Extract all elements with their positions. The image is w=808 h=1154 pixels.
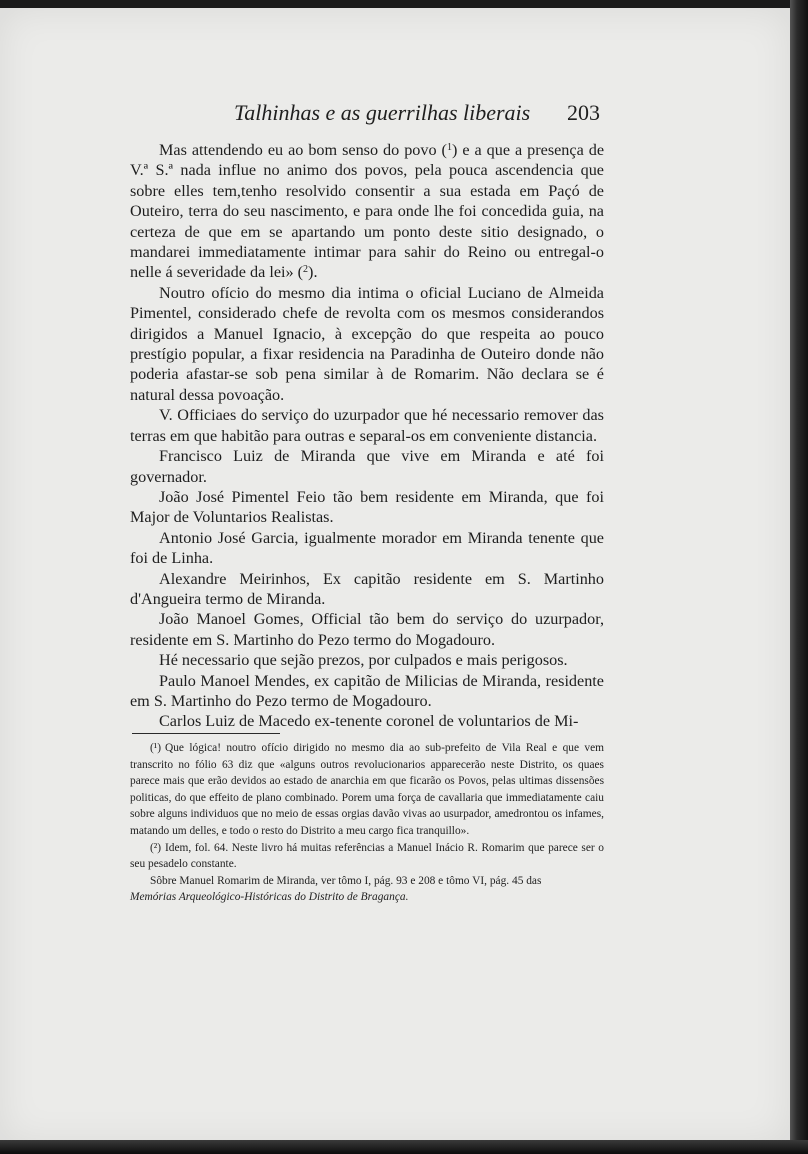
body-text [130, 140, 604, 732]
footnote-1: (¹) Que lógica! noutro ofício dirigido no mesmo dia ao sub-prefeito de Vila Real e que vem transcrito no fólio 63 diz que «alguns outros revolucionarios apparecerão neste Distrito, os quaes parece mais que erão devidos ao estado de anarchia em que ficarão os Povos, pelas ultimas dissensões politicas, do que effeito de plano combinado. Porem uma força de cavallaria que immediatamente caiu sobre alguns individuos que no meio de essas orgias davão vivas ao usurpador, amedrontou os infames, matando um delles, e todo o resto do Distrito a meu cargo fica tranquillo». [130, 742, 604, 837]
page-bottom-shadow [0, 1140, 808, 1154]
footnote-3: Sôbre Manuel Romarim de Miranda, ver tômo I, pág. 93 e 208 e tômo VI, pág. 45 das Memórias Arqueológico-Históricas do Distrito de Bragança. [130, 874, 542, 904]
paragraph: Alexandre Meirinhos, Ex capitão residente em S. Martinho d'Angueira termo de Miranda. [130, 569, 604, 608]
page-edge-shadow [790, 0, 808, 1154]
footnote-divider [132, 733, 280, 734]
paragraph: V. Officiaes do serviço do uzurpador que hé necessario remover das terras em que habitão para outras e separal-os em conveniente distancia. [130, 406, 604, 445]
paragraph: João José Pimentel Feio tão bem residente em Miranda, que foi Major de Voluntarios Realistas. [130, 487, 604, 527]
paragraph: Hé necessario que sejão prezos, por culpados e mais perigosos. [159, 651, 568, 670]
paragraph: Paulo Manoel Mendes, ex capitão de Milicias de Miranda, residente em S. Martinho do Pezo termo de Mogadouro. [130, 671, 604, 710]
paragraph: Carlos Luiz de Macedo ex-tenente coronel de voluntarios de Mi- [159, 712, 579, 731]
paragraph: João Manoel Gomes, Official tão bem do serviço do uzurpador, residente em S. Martinho do Pezo termo do Mogadouro. [130, 610, 604, 649]
footnote-2: (²) Idem, fol. 64. Neste livro há muitas referências a Manuel Inácio R. Romarim que parece ser o seu pesadelo constante. [130, 841, 604, 871]
paragraph: Mas attendendo eu ao bom senso do povo ($^1$) e a que a presença de V.ª S.ª nada influe no animo dos povos, pela pouca ascendencia que sobre elles tem,tenho resolvido consentir a sua estada em Paçó de Outeiro, terra do seu nascimento, e para onde lhe foi concedida guia, na certeza de que em se apartando um ponto deste sitio designado, o mandarei immediatamente intimar para sahir do Reino ou entregal-o nelle á severidade da lei» ($^2$). [130, 141, 605, 282]
page-number: 203 [567, 100, 600, 125]
page-header [160, 100, 600, 132]
paragraph: Antonio José Garcia, igualmente morador em Miranda tenente que foi de Linha. [130, 528, 604, 568]
footnotes [130, 740, 604, 906]
running-title: Talhinhas e as guerrilhas liberais [234, 100, 531, 125]
paragraph: Noutro ofício do mesmo dia intima o oficial Luciano de Almeida Pimentel, considerado chefe de revolta com os mesmos considerandos dirigidos a Manuel Ignacio, à excepção do que respeita ao pouco prestígio popular, a fixar residencia na Paradinha de Outeiro donde não poderia afastar-se sob pena similar à de Romarim. Não declara se é natural dessa povoação. [130, 283, 604, 404]
paragraph: Francisco Luiz de Miranda que vive em Miranda e até foi governador. [130, 447, 604, 486]
